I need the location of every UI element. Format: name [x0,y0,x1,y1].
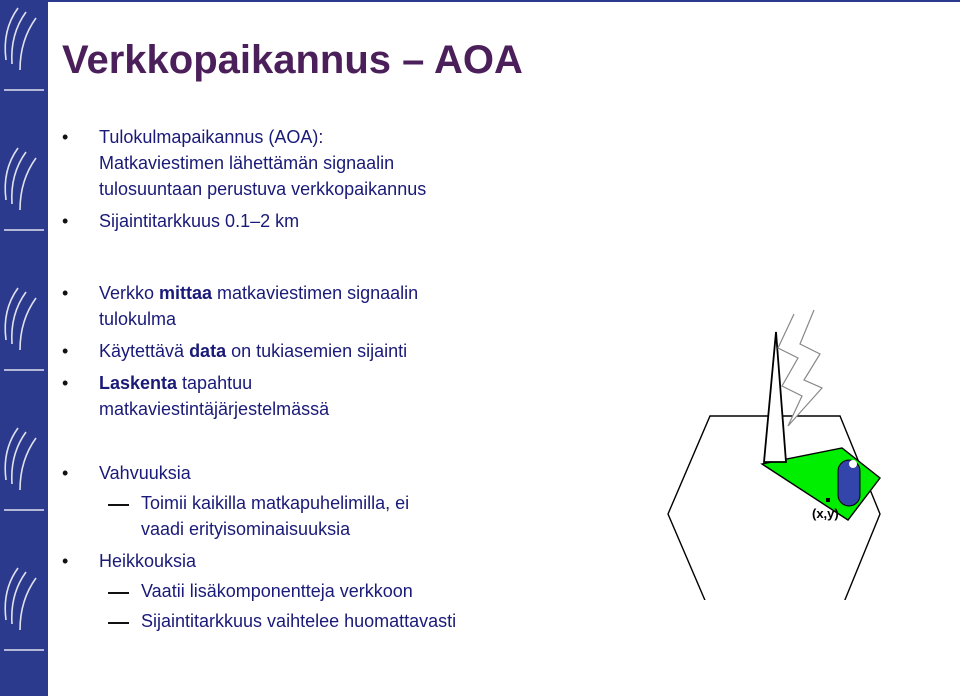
aoa-line1: Tulokulmapaikannus (AOA): [99,127,324,147]
weakness-2-text: Sijaintitarkkuus vaihtelee huomattavasti [141,611,457,631]
calc-line2: matkaviestintäjärjestelmässä [99,399,330,419]
sub-strength [62,490,662,542]
bullet-accuracy [62,208,662,234]
mobile-device-icon [838,460,860,506]
strength-line1: Toimii kaikilla matkapuhelimilla, ei [141,493,410,513]
strength-line2: vaadi erityisominaisuuksia [141,519,351,539]
base-station-tower [764,332,786,462]
flame-pattern [0,0,48,696]
weakness-1-text: Vaatii lisäkomponentteja verkkoon [141,581,413,601]
sub-weakness-1 [62,578,662,604]
network-text-bold: mittaa [159,283,213,303]
decorative-side-band [0,0,48,696]
data-text-bold: data [189,341,227,361]
lightning-bolt-icon [778,310,822,426]
aoa-line3: tulosuuntaan perustuva verkkopaikannus [99,179,427,199]
bullet-data [62,338,662,364]
accuracy-text: Sijaintitarkkuus 0.1–2 km [99,211,300,231]
bullet-aoa [62,124,662,202]
weaknesses-heading: Heikkouksia [99,551,197,571]
mobile-antenna [849,460,857,468]
bullet-list [62,124,662,634]
network-text-post: matkaviestimen signaalin [212,283,419,303]
slide-title: Verkkopaikannus – AOA [62,38,523,82]
data-text-pre: Käytettävä [99,341,190,361]
strengths-heading: Vahvuuksia [99,463,191,483]
network-line2: tulokulma [99,309,177,329]
aoa-diagram [660,300,900,605]
calc-text-bold: Laskenta [99,373,178,393]
bullet-strengths [62,460,662,486]
network-text-pre: Verkko [99,283,160,303]
bullet-weaknesses [62,548,662,574]
bullet-network [62,280,662,332]
sub-weakness-2 [62,608,662,634]
bullet-calculation [62,370,662,422]
location-point-icon [826,498,830,502]
coordinate-label: (x,y) [812,506,839,521]
calc-text-post: tapahtuu [177,373,253,393]
aoa-line2: Matkaviestimen lähettämän signaalin [99,153,395,173]
aoa-diagram-svg [660,300,900,600]
data-text-post: on tukiasemien sijainti [226,341,408,361]
